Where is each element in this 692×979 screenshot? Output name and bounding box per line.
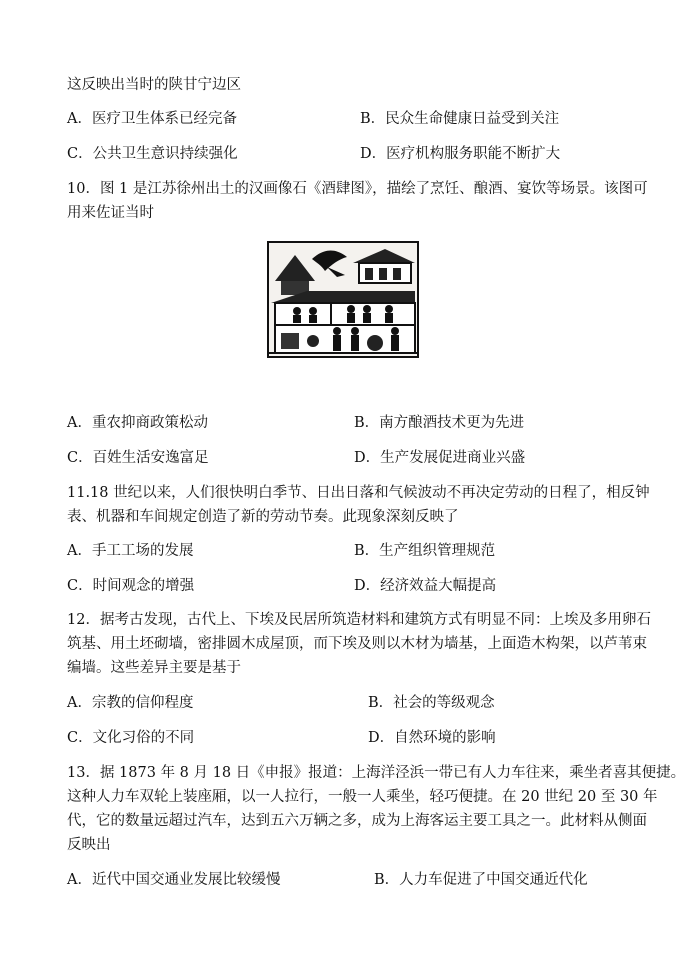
q9-option-c: C．公共卫生意识持续强化 <box>67 146 238 162</box>
han-relief-figure <box>267 241 419 358</box>
q10-stem-line1: 10．图 1 是江苏徐州出土的汉画像石《酒肆图》，描绘了烹饪、酿酒、宴饮等场景。该图可 <box>67 181 648 197</box>
tavern-relief-icon <box>267 241 419 358</box>
q13-option-b: B．人力车促进了中国交通近代化 <box>374 872 588 888</box>
q12-stem-line1: 12．据考古发现，古代上、下埃及民居所筑造材料和建筑方式有明显不同：上埃及多用卵石 <box>67 612 651 628</box>
q11-option-c: C．时间观念的增强 <box>67 578 195 594</box>
q12-stem-line2: 筑基、用土坯砌墙，密排圆木成屋顶，而下埃及则以木材为墙基，上面造木构架，以芦苇束 <box>67 636 647 652</box>
q13-stem-line4: 反映出 <box>67 837 111 853</box>
q12-option-d: D．自然环境的影响 <box>368 730 496 746</box>
q11-stem-line1: 11.18 世纪以来，人们很快明白季节、日出日落和气候波动不再决定劳动的日程了，相反钟 <box>67 485 650 501</box>
q9-stem: 这反映出当时的陕甘宁边区 <box>67 77 241 93</box>
q13-option-a: A．近代中国交通业发展比较缓慢 <box>67 872 281 888</box>
q10-stem-line2: 用来佐证当时 <box>67 205 154 221</box>
q11-stem-line2: 表、机器和车间规定创造了新的劳动节奏。此现象深刻反映了 <box>67 509 459 525</box>
q12-option-c: C．文化习俗的不同 <box>67 730 195 746</box>
q11-option-a: A．手工工场的发展 <box>67 543 194 559</box>
q10-option-a: A．重农抑商政策松动 <box>67 415 208 431</box>
q12-stem-line3: 编墙。这些差异主要是基于 <box>67 660 241 676</box>
q10-option-d: D．生产发展促进商业兴盛 <box>354 450 526 466</box>
q9-option-a: A．医疗卫生体系已经完备 <box>67 111 237 127</box>
q9-option-d: D．医疗机构服务职能不断扩大 <box>360 146 561 162</box>
q11-option-d: D．经济效益大幅提高 <box>354 578 497 594</box>
q13-stem-line3: 代，它的数量远超过汽车，达到五六万辆之多，成为上海客运主要工具之一。此材料从侧面 <box>67 813 647 829</box>
q10-option-b: B．南方酿酒技术更为先进 <box>354 415 525 431</box>
q12-option-b: B．社会的等级观念 <box>368 695 495 711</box>
q11-option-b: B．生产组织管理规范 <box>354 543 496 559</box>
q13-stem-line1: 13．据 1873 年 8 月 18 日《申报》报道：上海洋泾浜一带已有人力车往来，乘坐者喜其便捷。 <box>67 765 686 781</box>
q12-option-a: A．宗教的信仰程度 <box>67 695 194 711</box>
q13-stem-line2: 这种人力车双轮上装座厢，以一人拉行，一般一人乘坐，轻巧便捷。在 20 世纪 20 至 30 年 <box>67 789 658 805</box>
q10-option-c: C．百姓生活安逸富足 <box>67 450 209 466</box>
q9-option-b: B．民众生命健康日益受到关注 <box>360 111 560 127</box>
